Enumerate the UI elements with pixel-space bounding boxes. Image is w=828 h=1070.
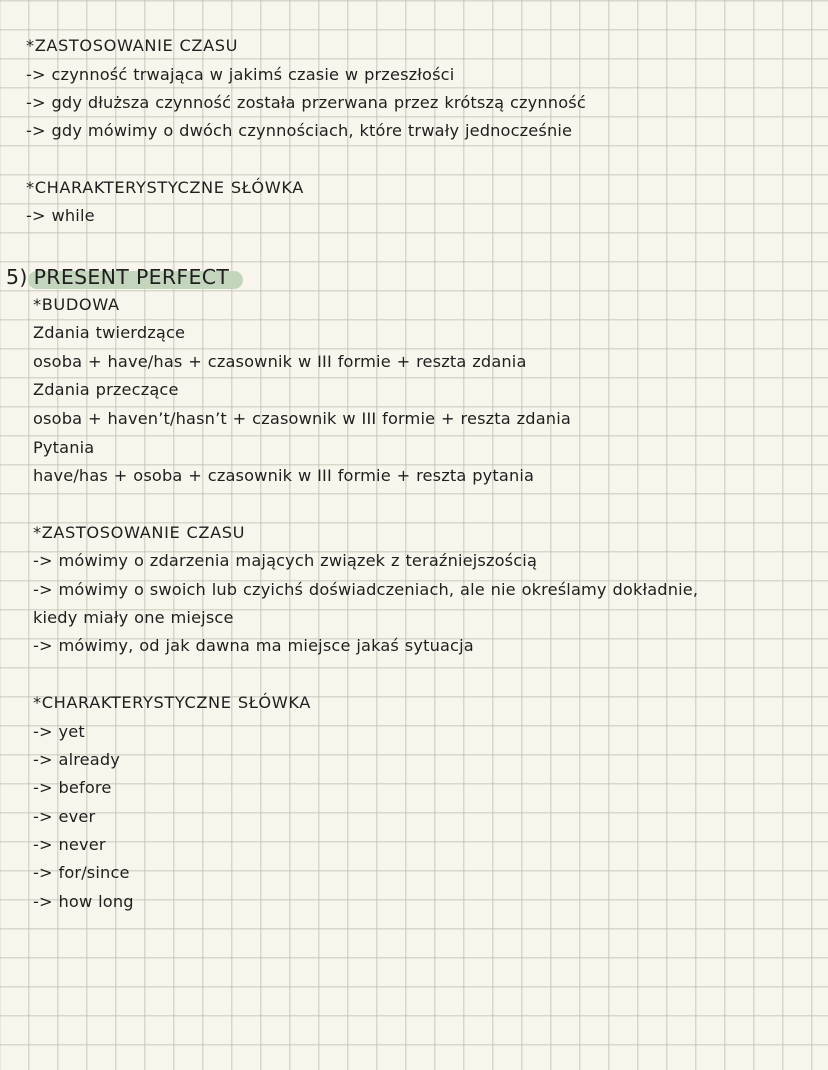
keyword-item: -> ever bbox=[33, 807, 96, 826]
usage-item: -> gdy dłuższa czynność została przerwana przez krótszą czynność bbox=[26, 93, 586, 112]
usage-item: -> mówimy o swoich lub czyichś doświadczeniach, ale nie określamy dokładnie, bbox=[33, 580, 699, 599]
keyword-item: -> never bbox=[33, 835, 106, 854]
usage-item: -> gdy mówimy o dwóch czynnościach, które trwały jednocześnie bbox=[26, 121, 573, 140]
section-title-text: PRESENT PERFECT bbox=[33, 265, 230, 289]
keyword-item: -> for/since bbox=[33, 863, 130, 882]
structure-formula-negative: osoba + haven’t/hasn’t + czasownik w III formie + reszta zdania bbox=[33, 409, 571, 428]
usage-item: -> czynność trwająca w jakimś czasie w przeszłości bbox=[26, 65, 455, 84]
keywords-heading: *CHARAKTERYSTYCZNE SŁÓWKA bbox=[33, 693, 311, 712]
section-number: 5) bbox=[6, 265, 28, 289]
usage-heading: *ZASTOSOWANIE CZASU bbox=[26, 36, 239, 55]
title-highlight-wrap bbox=[34, 265, 230, 289]
structure-formula-affirmative: osoba + have/has + czasownik w III formie + reszta zdania bbox=[33, 352, 527, 371]
keyword-item: -> already bbox=[33, 750, 120, 769]
keyword-item: -> while bbox=[26, 206, 95, 225]
structure-label-question: Pytania bbox=[33, 438, 95, 457]
usage-heading: *ZASTOSOWANIE CZASU bbox=[33, 523, 246, 542]
usage-item-continuation: kiedy miały one miejsce bbox=[33, 608, 234, 627]
keywords-heading: *CHARAKTERYSTYCZNE SŁÓWKA bbox=[26, 178, 304, 197]
structure-formula-question: have/has + osoba + czasownik w III formie + reszta pytania bbox=[33, 466, 535, 485]
structure-label-affirmative: Zdania twierdzące bbox=[33, 323, 186, 342]
keyword-item: -> yet bbox=[33, 722, 85, 741]
usage-item: -> mówimy o zdarzenia mających związek z teraźniejszością bbox=[33, 551, 538, 570]
keyword-item: -> before bbox=[33, 778, 112, 797]
structure-label-negative: Zdania przeczące bbox=[33, 380, 179, 399]
usage-item: -> mówimy, od jak dawna ma miejsce jakaś sytuacja bbox=[33, 636, 474, 655]
structure-heading: *BUDOWA bbox=[33, 295, 120, 314]
section-title-present-perfect bbox=[6, 265, 229, 289]
keyword-item: -> how long bbox=[33, 892, 134, 911]
